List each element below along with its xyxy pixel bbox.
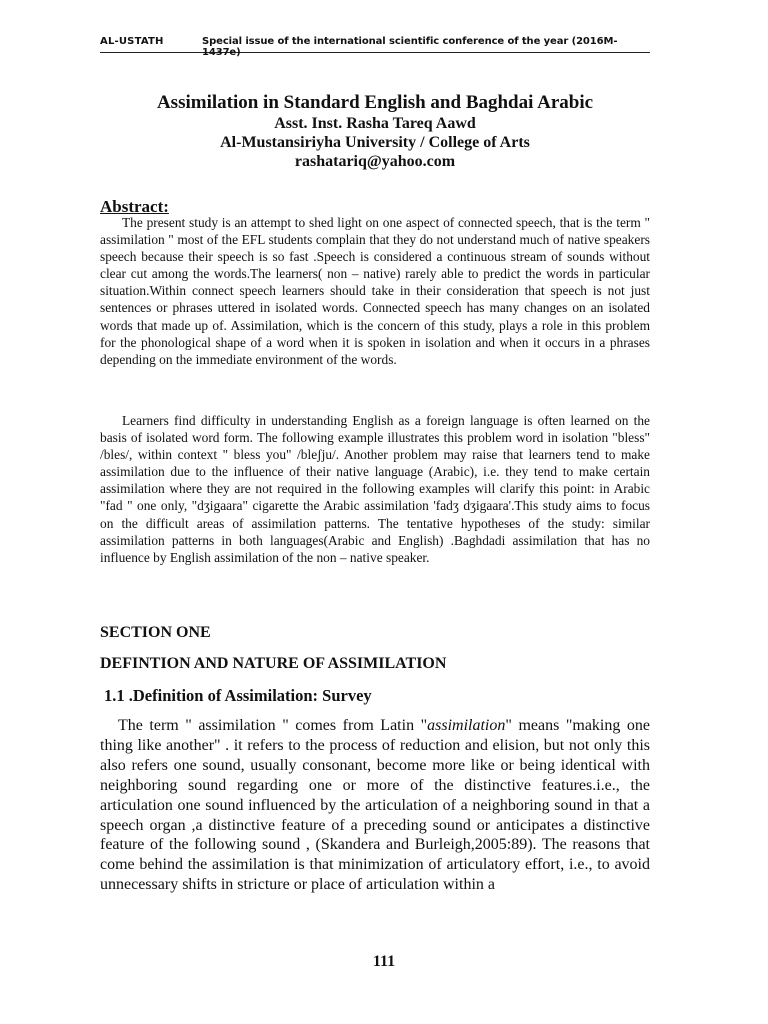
subsection-heading: 1.1 .Definition of Assimilation: Survey bbox=[104, 686, 372, 705]
journal-name: AL-USTATH bbox=[100, 36, 164, 47]
body-paragraph bbox=[100, 716, 650, 895]
body-text-start: The term " assimilation " comes from Latin " bbox=[118, 717, 428, 734]
author-name: Asst. Inst. Rasha Tareq Aawd bbox=[274, 115, 476, 132]
latin-term: assimilation bbox=[427, 717, 506, 734]
author-email: rashatariq@yahoo.com bbox=[294, 153, 456, 170]
author-affiliation: Al-Mustansiriyha University / College of Arts bbox=[220, 134, 530, 151]
abstract-heading: Abstract: bbox=[100, 197, 169, 216]
section-heading: SECTION ONE bbox=[100, 624, 211, 641]
issue-label: Special issue of the international scientific conference of the year (2016M-1437e) bbox=[202, 36, 618, 58]
body-text-rest: " means "making one thing like another" . it refers to the process of reduction and elision, but not only this also refers one sound, usually consonant, become more like or being identical with neighboring sound regarding one or more of the distinctive features.i.e., the articulation one sound influenced by the articulation of a neighboring sound in that a speech organ ,a distinctive feature of a preceding sound or anticipates a distinctive feature of the following sound , (Skandera and Burleigh,2005:89). The reasons that come behind the assimilation is that minimization of articulatory effort, i.e., to avoid unnecessary shifts in stricture or place of articulation within a bbox=[100, 717, 651, 894]
page-number: 111 bbox=[372, 953, 396, 970]
title-block bbox=[100, 92, 650, 171]
abstract-paragraph-1: The present study is an attempt to shed light on one aspect of connected speech, that is the term " assimilation " most of the EFL students complain that they do not understand much of native speakers speech because their speech is so fast .Speech is considered a continuous stream of sounds without clear cut among the words.The learners( non – native) rarely able to predict the words in particular situation.Within connect speech learners should take in their consideration that speech is not just sentences or phrases uttered in isolated words. Connected speech has many changes on an isolated words that made up of. Assimilation, which is the concern of this study, plays a role in this problem for the phonological shape of a word when it is spoken in isolation and when it occurs in a phrases depending on the immediate environment of the words. bbox=[100, 215, 650, 367]
paper-title: Assimilation in Standard English and Baghdai Arabic bbox=[156, 92, 594, 113]
section-subheading: DEFINTION AND NATURE OF ASSIMILATION bbox=[100, 655, 447, 672]
running-header bbox=[100, 34, 650, 58]
abstract-paragraph-2: Learners find difficulty in understanding English as a foreign language is often learned on the basis of isolated word form. The following example illustrates this problem word in isolation "bless" /bles/, within context " bless you" /bleʃju/. Another problem may raise that learners tend to make assimilation due to the influence of their native language (Arabic), i.e. they tend to make certain assimilation where they are not required in the following examples will clarify this point: in Arabic "fad " one only, "dʒigaara" cigarette the Arabic assimilation 'fadʒ dʒigaara'.This study aims to focus on the difficult areas of assimilation patterns. The tentative hypotheses of the study: similar assimilation patterns in both languages(Arabic and English) .Baghdadi assimilation that has no influence by English assimilation of the non – native speaker. bbox=[100, 413, 650, 565]
